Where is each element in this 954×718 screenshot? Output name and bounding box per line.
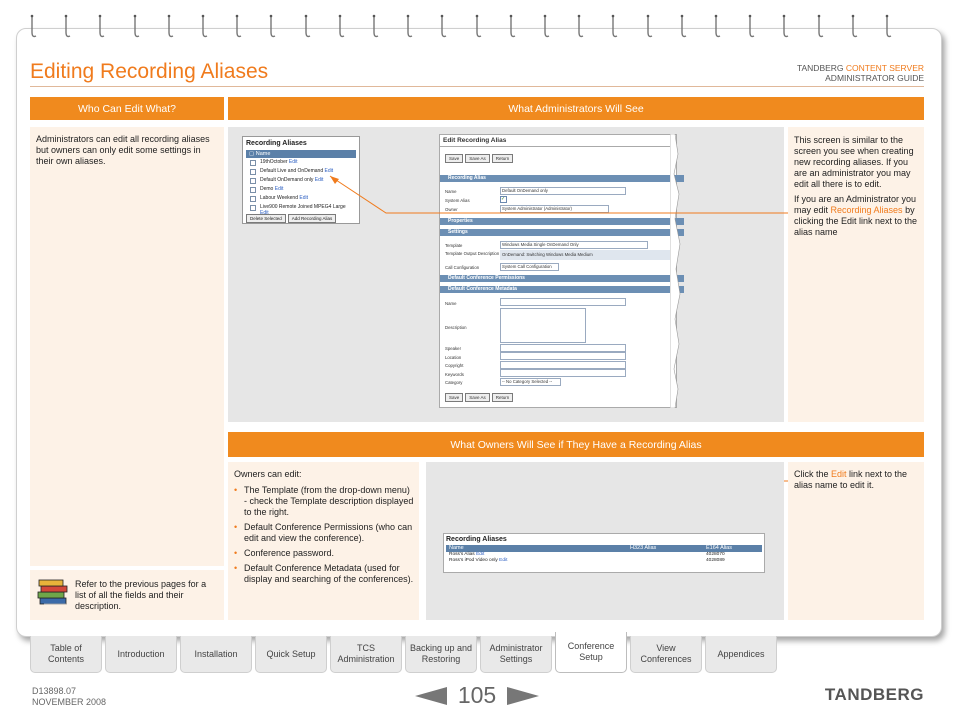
sec-properties[interactable]: Properties (440, 218, 684, 225)
form-save-button[interactable]: Save (445, 154, 463, 163)
owner-list-item: • Conference password. (234, 548, 414, 559)
template-select[interactable]: Windows Media Single OnDemand Only (500, 241, 648, 249)
lbl-system-alias: System Alias (445, 198, 470, 203)
tab-conference-setup[interactable]: Conference Setup (555, 632, 627, 673)
lbl-category: Category (445, 380, 463, 385)
delete-selected-button[interactable]: Delete Selected (246, 214, 286, 223)
owner-right-text: Click the Edit link next to the alias name to edit it. (794, 469, 908, 490)
owner-see-header: What Owners Will See if They Have a Recording Alias (228, 432, 924, 457)
tab-tcs-administration[interactable]: TCS Administration (330, 636, 402, 673)
lbl-keywords: Keywords (445, 372, 464, 377)
ss2-edit-link[interactable]: Edit (499, 558, 508, 563)
admin-right-text: This screen is similar to the screen you see when creating new recording aliases. If you are an administrator you may edit all there is to edit. If you are an Administrator you may edit Recording Aliases by clicking the Edit link next to the alias name (794, 135, 918, 237)
category-select[interactable]: -- No Category Selected -- (500, 378, 561, 386)
page-title: Editing Recording Aliases (30, 60, 269, 83)
owners-list (234, 485, 414, 585)
lbl-copyright: Copyright (445, 363, 464, 368)
left-description: Administrators can edit all recording aliases but owners can only edit some settings in their own aliases. (36, 134, 210, 166)
tab-introduction[interactable]: Introduction (105, 636, 177, 673)
row-edit-link[interactable]: Edit (260, 210, 269, 216)
ss-title: Recording Aliases (246, 140, 307, 147)
ss2-header: Name H323 Alias E164 Alias (446, 545, 762, 552)
ss-list-item: Default OnDemand only Edit (246, 176, 356, 185)
add-recording-alias-button[interactable]: Add Recording Alias (288, 214, 337, 223)
note-text: Refer to the previous pages for a list of all the fields and their description. (75, 579, 207, 611)
owner-list-item: • Default Conference Metadata (used for display and searching of the conferences). (234, 563, 414, 585)
name-input[interactable]: Default OnDemand only (500, 187, 626, 195)
lbl-call-config: Call Configuration (445, 265, 480, 270)
owner-aliases-screenshot (443, 533, 765, 573)
row-edit-link[interactable]: Edit (274, 186, 284, 192)
template-output-description: OnDemand: Switching Windows Media Medium (500, 250, 670, 260)
owners-text: Owners can edit: • The Template (from the drop-down menu) - check the Template description displayed to the right. • Default Conference Permissions (who can edit and view the conference). • Conference password. • Default Conference Metadata (used for display and searching of the conferences). (234, 469, 414, 589)
next-page-icon[interactable] (507, 687, 539, 705)
system-alias-checkbox[interactable]: ✓ (501, 196, 506, 202)
tab-quick-setup[interactable]: Quick Setup (255, 636, 327, 673)
form-title: Edit Recording Alias (440, 135, 676, 147)
ss2-table-row: Ross's iPod Video only Edit 4028089 (449, 558, 725, 563)
tab-installation[interactable]: Installation (180, 636, 252, 673)
sec-settings[interactable]: Settings (440, 229, 684, 236)
ss-list-item: 19thOctober Edit (246, 158, 356, 167)
ss2-table-row: Ross's Alias Edit 4028070 (449, 552, 725, 557)
sec-permissions[interactable]: Default Conference Permissions (440, 275, 684, 282)
form-return-button-bottom[interactable]: Return (492, 393, 514, 402)
lbl-template-output: Template Output Description (445, 251, 500, 256)
form-save-button-bottom[interactable]: Save (445, 393, 463, 402)
form-saveas-button-bottom[interactable]: Save As (465, 393, 490, 402)
row-edit-link[interactable]: Edit (324, 168, 334, 174)
edit-link[interactable]: Edit (831, 469, 847, 479)
tab-view-conferences[interactable]: View Conferences (630, 636, 702, 673)
lbl-description: Description (445, 325, 467, 330)
ss2-title: Recording Aliases (446, 536, 507, 543)
lbl-meta-name: Name (445, 301, 457, 306)
ss-list-item: Default Live and OnDemand Edit (246, 167, 356, 176)
tab-administrator-settings[interactable]: Administrator Settings (480, 636, 552, 673)
tab-table-of-contents[interactable]: Table of Contents (30, 636, 102, 673)
tandberg-logo: TANDBERG (824, 685, 924, 704)
lbl-name: Name (445, 189, 457, 194)
owner-list-item: • Default Conference Permissions (who can edit and view the conference). (234, 522, 414, 544)
form-return-button[interactable]: Return (492, 154, 514, 163)
form-saveas-button[interactable]: Save As (465, 154, 490, 163)
ss-list-item: Live900 Remote Joined MPEG4 Large Edit (246, 203, 356, 212)
call-config-select[interactable]: System Call Configuration (500, 263, 559, 271)
ss-list-item: Demo Edit (246, 185, 356, 194)
lbl-template: Template (445, 243, 463, 248)
lbl-owner: Owner (445, 207, 458, 212)
ss-list-item: Labour Weekend Edit (246, 194, 356, 203)
owner-select[interactable]: System Administrator (Administrator) (500, 205, 609, 213)
page-navigation (415, 682, 539, 710)
sec-recording-alias[interactable]: Recording Alias (440, 175, 684, 182)
prev-page-icon[interactable] (415, 687, 447, 705)
ss-column-header: ▢ Name (246, 150, 356, 158)
who-can-edit-header: Who Can Edit What? (30, 97, 224, 120)
footer-doc-info: D13898.07 NOVEMBER 2008 (32, 686, 107, 707)
recording-aliases-link[interactable]: Recording Aliases (830, 205, 903, 215)
lbl-speaker: Speaker (445, 346, 462, 351)
sec-metadata[interactable]: Default Conference Metadata (440, 286, 684, 293)
lbl-location: Location (445, 355, 462, 360)
admin-see-header: What Administrators Will See (228, 97, 924, 120)
owner-list-item: • The Template (from the drop-down menu) - check the Template description displayed to the right. (234, 485, 414, 518)
tab-appendices[interactable]: Appendices (705, 636, 777, 673)
ss2-edit-link[interactable]: Edit (476, 552, 485, 557)
row-edit-link[interactable]: Edit (288, 159, 298, 165)
brand-header: TANDBERG CONTENT SERVER ADMINISTRATOR GUIDE (796, 63, 924, 83)
page-number: 105 (457, 682, 497, 708)
tab-backing-up-and-restoring[interactable]: Backing up and Restoring (405, 636, 477, 673)
row-edit-link[interactable]: Edit (314, 177, 324, 183)
row-edit-link[interactable]: Edit (299, 195, 309, 201)
